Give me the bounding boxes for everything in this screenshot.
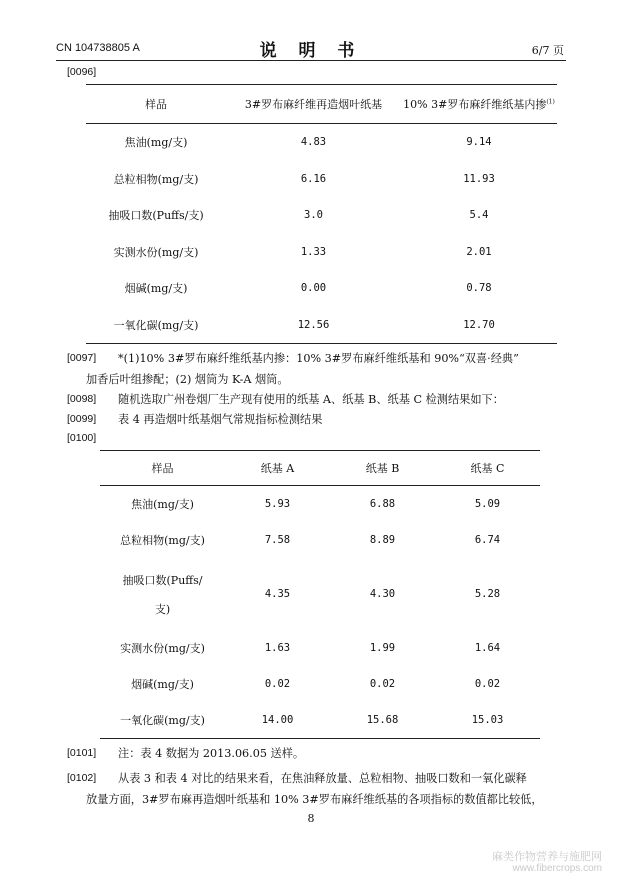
table-cell: 2.01 — [466, 245, 492, 258]
table-cell: 5.4 — [469, 209, 489, 222]
footnote-marker: (1) — [546, 98, 555, 106]
table-cell: 15.68 — [330, 702, 435, 739]
table-cell: 3.0 — [304, 209, 323, 222]
paragraph-number-0100: [0100] — [67, 432, 97, 444]
table-row — [100, 558, 540, 630]
row-label: 烟碱(mg/支) — [124, 282, 188, 296]
paragraph-0097-line1: *(1)10% 3#罗布麻纤维纸基内掺：10% 3#罗布麻纤维纸基和 90%“双喜·经典” — [118, 352, 519, 365]
table-row — [100, 486, 540, 523]
table-cell: 4.35 — [264, 588, 291, 600]
paragraph-0097-line2: 加香后叶组掺配；(2) 烟筒为 K-A 烟筒。 — [86, 373, 289, 386]
table-cell: 5.28 — [474, 588, 501, 600]
row-label: 实测水份(mg/支) — [113, 245, 199, 259]
paragraph-0101-text: 注：表 4 数据为 2013.06.05 送样。 — [118, 747, 305, 760]
paragraph-number-0098: [0098] — [67, 393, 97, 405]
paragraph-0102-line1: 从表 3 和表 4 对比的结果来看，在焦油释放量、总粒相物、抽吸口数和一氧化碳释 — [118, 772, 527, 785]
row-label: 焦油(mg/支) — [124, 136, 188, 150]
table-cell: 0.00 — [300, 282, 327, 295]
table-3-smoke-indicators — [86, 84, 557, 344]
table-cell: 0.78 — [466, 282, 492, 295]
paragraph-number-0101: [0101] — [67, 747, 97, 759]
table-cell: 6.16 — [300, 172, 327, 185]
row-label: 抽吸口数(Puffs/支) — [108, 209, 204, 223]
table-cell: 11.93 — [463, 172, 495, 185]
table-row — [100, 630, 540, 666]
watermark-url: www.fibercrops.com — [512, 863, 602, 874]
table-cell: 4.30 — [369, 588, 396, 600]
table-cell: 0.02 — [369, 678, 396, 690]
table-4-paper-base-results — [100, 450, 540, 739]
table-cell: 12.56 — [226, 307, 401, 344]
table-cell: 14.00 — [225, 702, 330, 739]
table-row — [86, 307, 557, 344]
table-cell: 8.89 — [369, 534, 396, 546]
row-label: 一氧化碳(mg/支) — [100, 702, 225, 739]
table-cell: 1.99 — [369, 642, 396, 654]
table-row — [86, 124, 557, 161]
table-cell: 6.74 — [474, 534, 501, 546]
column-header: 纸基 C — [435, 451, 540, 486]
table-cell: 0.02 — [474, 678, 501, 690]
document-title: 说 明 书 — [259, 41, 363, 61]
column-header: 3#罗布麻纤维再造烟叶纸基 — [226, 85, 401, 124]
patent-number: CN 104738805 A — [56, 42, 140, 54]
table-row — [86, 197, 557, 234]
row-label: 抽吸口数(Puffs/ 支) — [122, 573, 203, 616]
table-cell: 4.83 — [300, 136, 327, 149]
row-label: 焦油(mg/支) — [131, 498, 194, 511]
paragraph-number-0102: [0102] — [67, 772, 97, 784]
paragraph-0102-line2: 放量方面，3#罗布麻再造烟叶纸基和 10% 3#罗布麻纤维纸基的各项指标的数值都比较低， — [86, 793, 543, 806]
paragraph-number-0096: [0096] — [67, 66, 97, 78]
column-header: 纸基 A — [225, 451, 330, 486]
row-label: 烟碱(mg/支) — [131, 678, 194, 691]
table-cell: 1.63 — [264, 642, 291, 654]
table-row — [100, 702, 540, 739]
table-row — [86, 234, 557, 271]
row-label: 一氧化碳(mg/支) — [86, 307, 226, 344]
paragraph-number-0099: [0099] — [67, 413, 97, 425]
table-cell: 6.88 — [369, 498, 396, 510]
table-cell: 1.33 — [300, 245, 327, 258]
table-cell: 5.93 — [264, 498, 291, 510]
table-row — [100, 522, 540, 558]
row-label: 总粒相物(mg/支) — [120, 534, 205, 547]
page-indicator: 6/7 页 — [531, 44, 564, 57]
table-cell: 12.70 — [401, 307, 557, 344]
column-header: 样品 — [100, 451, 225, 486]
column-header: 10% 3#罗布麻纤维纸基内掺$^{(1)}$ — [401, 85, 557, 124]
paragraph-0098-text: 随机选取广州卷烟厂生产现有使用的纸基 A、纸基 B、纸基 C 检测结果如下： — [118, 393, 504, 406]
table-cell: 1.64 — [474, 642, 501, 654]
table-row — [86, 270, 557, 307]
table-cell: 5.09 — [474, 498, 501, 510]
table-cell: 0.02 — [264, 678, 291, 690]
table-cell: 7.58 — [264, 534, 291, 546]
row-label: 总粒相物(mg/支) — [113, 172, 199, 186]
header-rule — [56, 60, 566, 61]
table-row — [100, 666, 540, 702]
table-cell: 9.14 — [466, 136, 492, 149]
column-header: 纸基 B — [330, 451, 435, 486]
paragraph-number-0097: [0097] — [67, 352, 97, 364]
column-header: 样品 — [86, 85, 226, 124]
table-4-caption: 表 4 再造烟叶纸基烟气常规指标检测结果 — [118, 413, 323, 426]
table-header-row — [86, 85, 557, 124]
table-row — [86, 161, 557, 198]
table-header-row — [100, 451, 540, 486]
watermark-site-name: 麻类作物营养与施肥网 — [492, 851, 602, 863]
table-cell: 15.03 — [435, 702, 540, 739]
page-number: 8 — [307, 812, 315, 825]
row-label: 实测水份(mg/支) — [120, 642, 205, 655]
